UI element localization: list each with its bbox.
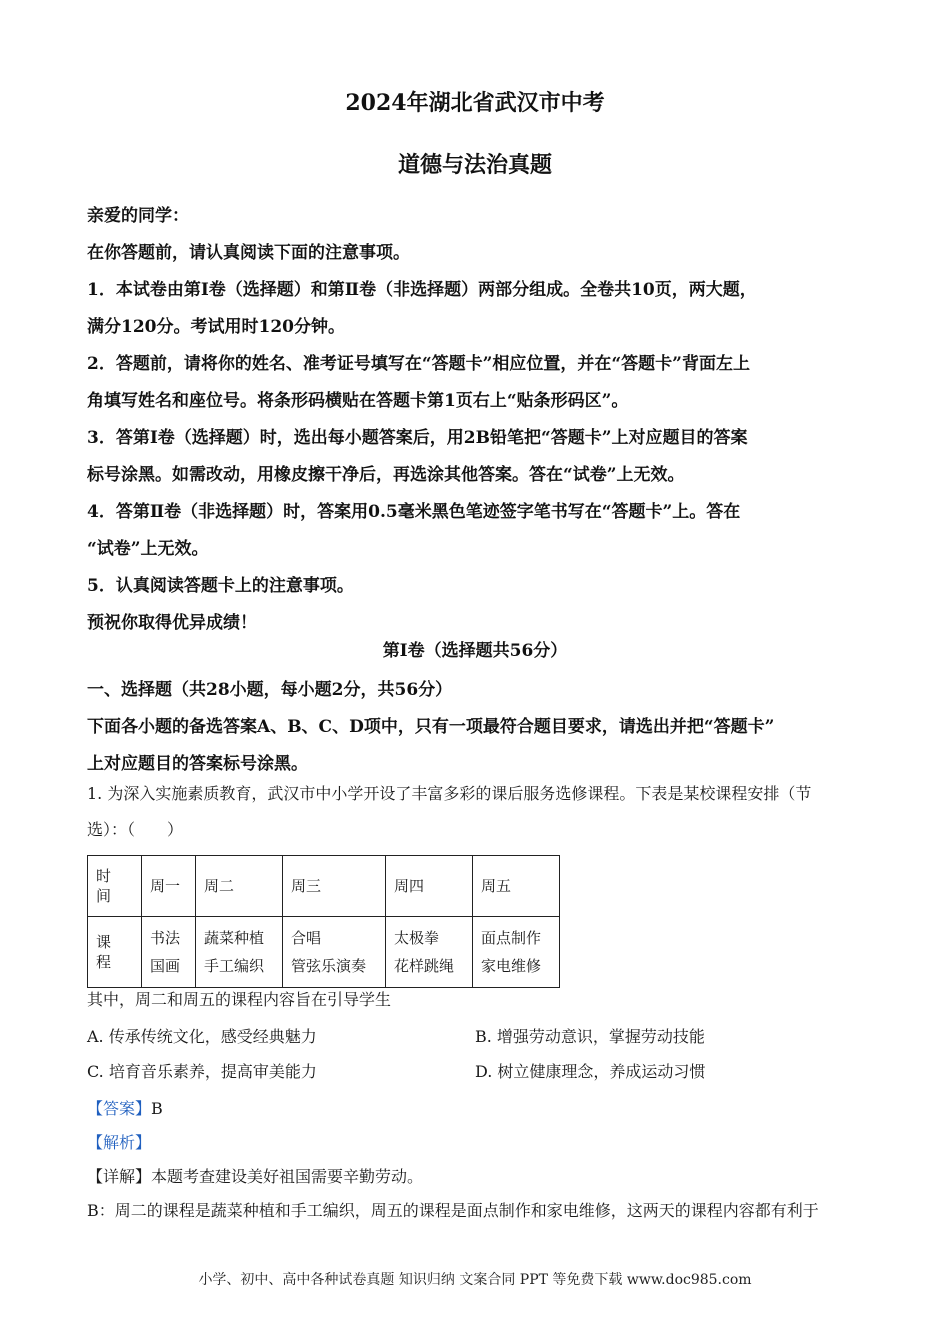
time-label-line1: 时: [96, 867, 112, 885]
option-b: B. 增强劳动意识，掌握劳动技能: [475, 1027, 705, 1046]
table-cell-time-label: [88, 856, 142, 917]
table-cell-course-label: [88, 917, 142, 988]
table-cell-day: 周二: [196, 856, 283, 917]
question-1-follow: [87, 982, 877, 1018]
footer-text: 小学、初中、高中各种试卷真题 知识归纳 文案合同 PPT 等免费下载 www.doc985.com: [198, 1272, 752, 1288]
table-cell-course: [196, 917, 283, 988]
course-name: 家电维修: [481, 957, 542, 975]
course-name: 合唱: [291, 929, 322, 947]
notice-wish: 预祝你取得优异成绩！: [87, 613, 257, 633]
answer-value: B: [151, 1099, 163, 1118]
question-1-stem: [87, 776, 877, 848]
course-name: 面点制作: [481, 929, 542, 947]
section-1-instruction-cont: 上对应题目的答案标号涂黑。: [87, 754, 308, 774]
course-name: 书法: [150, 929, 181, 947]
question-1-stem-line1: 1. 为深入实施素质教育，武汉市中小学开设了丰富多彩的课后服务选修课程。下表是某校课程安排（节: [87, 784, 812, 803]
table-header-row: [88, 856, 560, 917]
course-name: 蔬菜种植: [204, 929, 265, 947]
notice-intro: 在你答题前，请认真阅读下面的注意事项。: [87, 243, 410, 263]
explain-line: B：周二的课程是蔬菜种植和手工编织，周五的课程是面点制作和家电维修，这两天的课程内容都有利于: [87, 1201, 819, 1220]
exam-subject-title: 道德与法治真题: [397, 152, 552, 178]
notice-greeting: 亲爱的同学：: [87, 206, 189, 226]
detail-text: 本题考查建设美好祖国需要辛勤劳动。: [151, 1167, 424, 1186]
question-1-follow-text: 其中，周二和周五的课程内容旨在引导学生: [87, 990, 392, 1009]
table-course-row: [88, 917, 560, 988]
notice-item-3: 3．答第Ⅰ卷（选择题）时，选出每小题答案后，用2B铅笔把“答题卡”上对应题目的答案: [87, 428, 748, 448]
table-cell-course: [473, 917, 560, 988]
table-cell-day: 周四: [386, 856, 473, 917]
course-label-line1: 课: [96, 933, 112, 951]
table-cell-course: [142, 917, 196, 988]
course-name: 手工编织: [204, 957, 265, 975]
table-cell-day: 周一: [142, 856, 196, 917]
time-label-line2: 间: [96, 887, 112, 905]
analysis-tag: 【解析】: [87, 1133, 152, 1152]
section-1-title: 一、选择题（共28小题，每小题2分，共56分）: [87, 680, 453, 700]
option-c: C. 培育音乐素养，提高审美能力: [87, 1062, 317, 1081]
notice-item-2: 2．答题前，请将你的姓名、准考证号填写在“答题卡”相应位置，并在“答题卡”背面左上: [87, 354, 750, 374]
answer-line: [87, 1092, 877, 1126]
table-cell-course: [283, 917, 386, 988]
answer-section: [87, 1092, 877, 1228]
notice-item-4: 4．答第Ⅱ卷（非选择题）时，答案用0.5毫米黑色笔迹签字笔书写在“答题卡”上。答在: [87, 502, 741, 522]
course-name: 太极拳: [394, 929, 440, 947]
detail-tag: 【详解】: [87, 1167, 152, 1186]
notice-item-2-cont: 角填写姓名和座位号。将条形码横贴在答题卡第1页右上“贴条形码区”。: [87, 391, 629, 411]
table-cell-course: [386, 917, 473, 988]
part-1-title: 第Ⅰ卷（选择题共56分）: [382, 641, 568, 661]
section-1-instruction: 下面各小题的备选答案A、B、C、D项中，只有一项最符合题目要求，请选出并把“答题卡”: [87, 717, 775, 737]
option-a: A. 传承传统文化，感受经典魅力: [87, 1027, 317, 1046]
notice-item-3-cont: 标号涂黑。如需改动，用橡皮擦干净后，再选涂其他答案。答在“试卷”上无效。: [87, 465, 685, 485]
notice-item-1-cont: 满分120分。考试用时120分钟。: [87, 317, 345, 337]
notice-item-4-cont: “试卷”上无效。: [87, 539, 209, 559]
course-name: 国画: [150, 957, 181, 975]
notices-section: [87, 198, 877, 642]
notice-item-1: 1．本试卷由第Ⅰ卷（选择题）和第Ⅱ卷（非选择题）两部分组成。全卷共10页，两大题，: [87, 280, 757, 300]
analysis-line: [87, 1126, 877, 1160]
course-label-line2: 程: [96, 953, 112, 971]
table-cell-day: 周五: [473, 856, 560, 917]
table-cell-day: 周三: [283, 856, 386, 917]
question-1-stem-line2: 选）：（ ）: [87, 820, 184, 839]
detail-line: [87, 1160, 877, 1194]
answer-tag: 【答案】: [87, 1099, 152, 1118]
notice-item-5: 5．认真阅读答题卡上的注意事项。: [87, 576, 354, 596]
course-schedule-table: [87, 855, 560, 988]
section-1: [87, 672, 877, 783]
exam-title: 2024年湖北省武汉市中考: [345, 90, 605, 116]
option-d: D. 树立健康理念，养成运动习惯: [475, 1062, 706, 1081]
course-name: 管弦乐演奏: [291, 957, 367, 975]
course-name: 花样跳绳: [394, 957, 455, 975]
